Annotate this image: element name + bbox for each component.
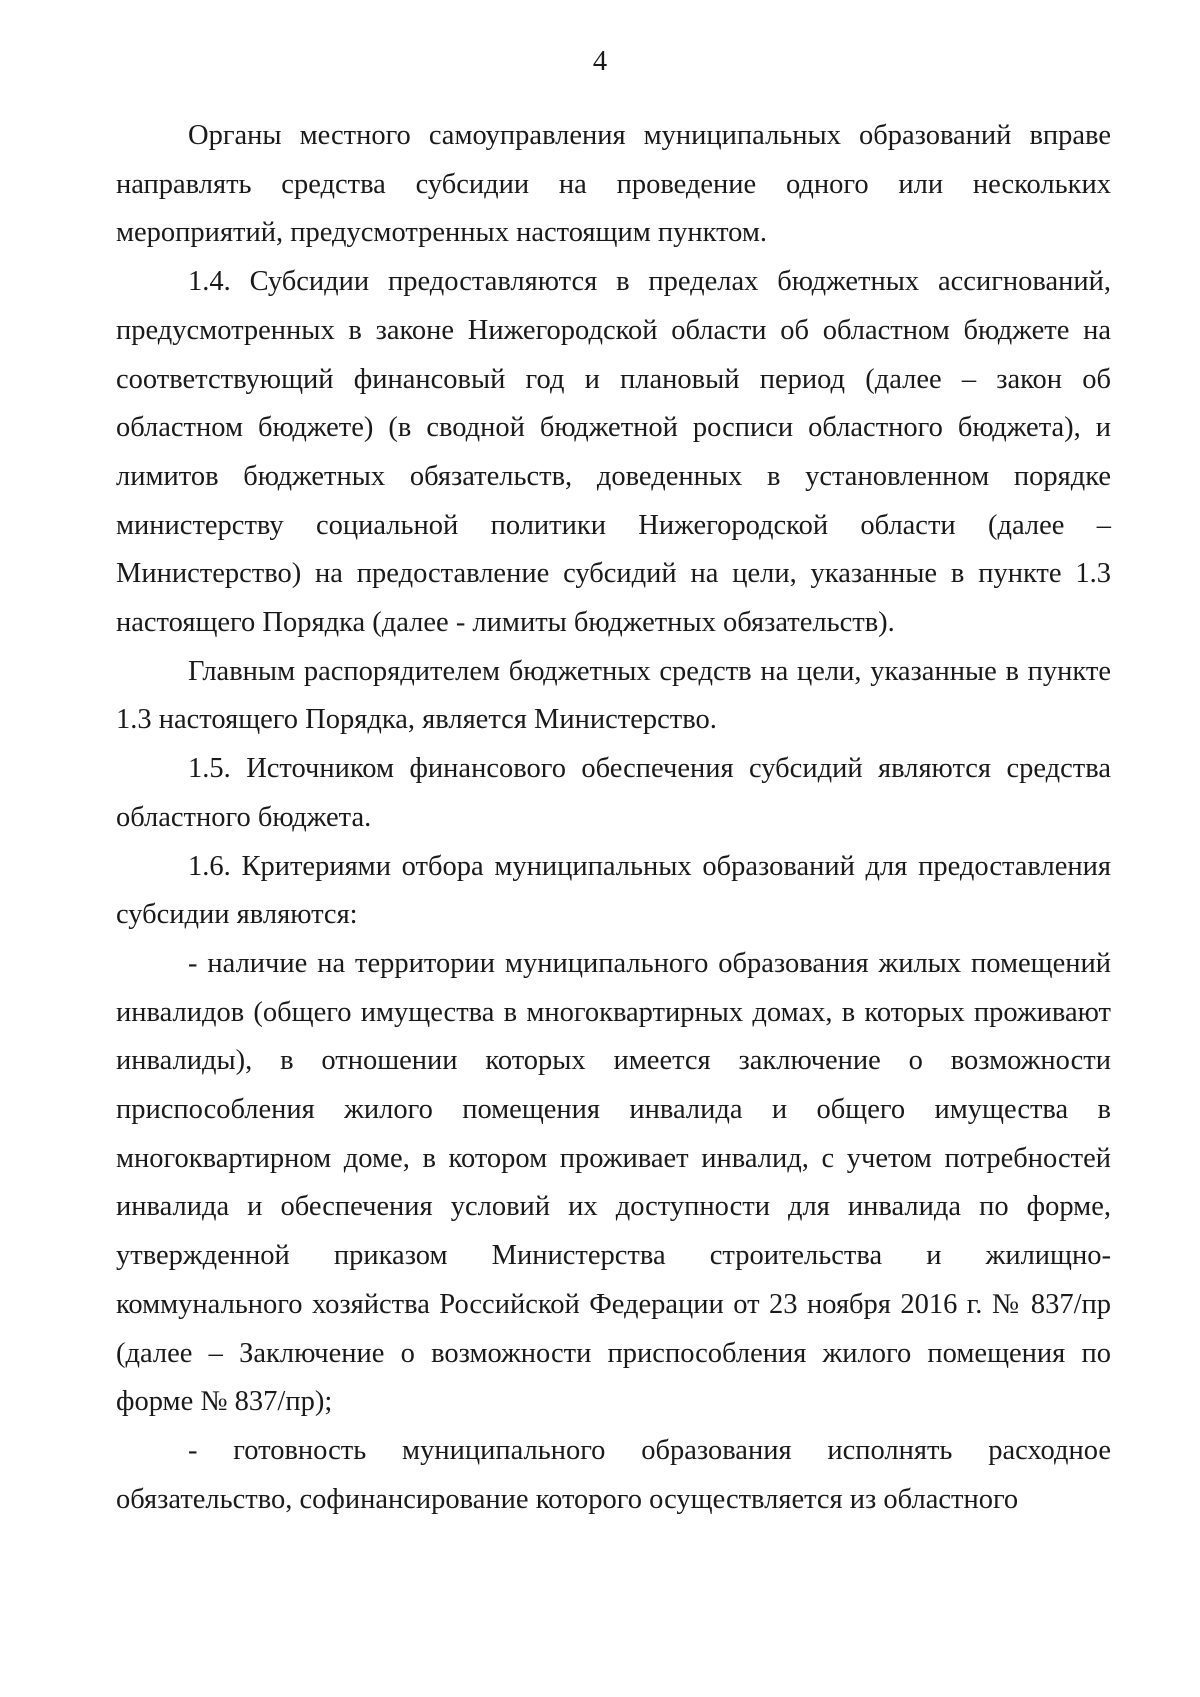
criteria-item-readiness: - готовность муниципального образования исполнять расходное обязательство, софинансирование которого осуществляется из областного: [116, 1434, 1111, 1515]
paragraph-municipal-rights: Органы местного самоуправления муниципальных образований вправе направлять средства субсидии на проведение одного или нескольких мероприятий, предусмотренных настоящим пунктом.: [116, 120, 1111, 249]
paragraph-1-4: 1.4. Субсидии предоставляются в пределах бюджетных ассигнований, предусмотренных в законе Нижегородской области об областном бюджете на соответствующий финансовый год и плановый период (далее – закон об областном бюджете) (в сводной бюджетной росписи областного бюджета), и лимитов бюджетных обязательств, доведенных в установленном порядке министерству социальной политики Нижегородской области (далее – Министерство) на предоставление субсидий на цели, указанные в пункте 1.3 настоящего Порядка (далее - лимиты бюджетных обязательств).: [116, 266, 1111, 639]
page-number: 4: [592, 46, 608, 77]
criteria-item-housing: - наличие на территории муниципального образования жилых помещений инвалидов (общего имущества в многоквартирных домах, в которых проживают инвалиды), в отношении которых имеется заключение о возможности приспособления жилого помещения инвалида и общего имущества в многоквартирном доме, в котором проживает инвалид, с учетом потребностей инвалида и обеспечения условий их доступности для инвалида по форме, утвержденной приказом Министерства строительства и жилищно-коммунального хозяйства Российской Федерации от 23 ноября 2016 г. № 837/пр (далее – Заключение о возможности приспособления жилого помещения по форме № 837/пр);: [116, 947, 1111, 1418]
paragraph-main-manager: Главным распорядителем бюджетных средств на цели, указанные в пункте 1.3 настоящего Порядка, является Министерство.: [116, 655, 1111, 736]
paragraph-1-5: 1.5. Источником финансового обеспечения субсидий являются средства областного бюджета.: [116, 753, 1111, 833]
document-body: [116, 112, 1111, 1524]
paragraph-1-6: 1.6. Критериями отбора муниципальных образований для предоставления субсидии являются:: [116, 850, 1111, 931]
